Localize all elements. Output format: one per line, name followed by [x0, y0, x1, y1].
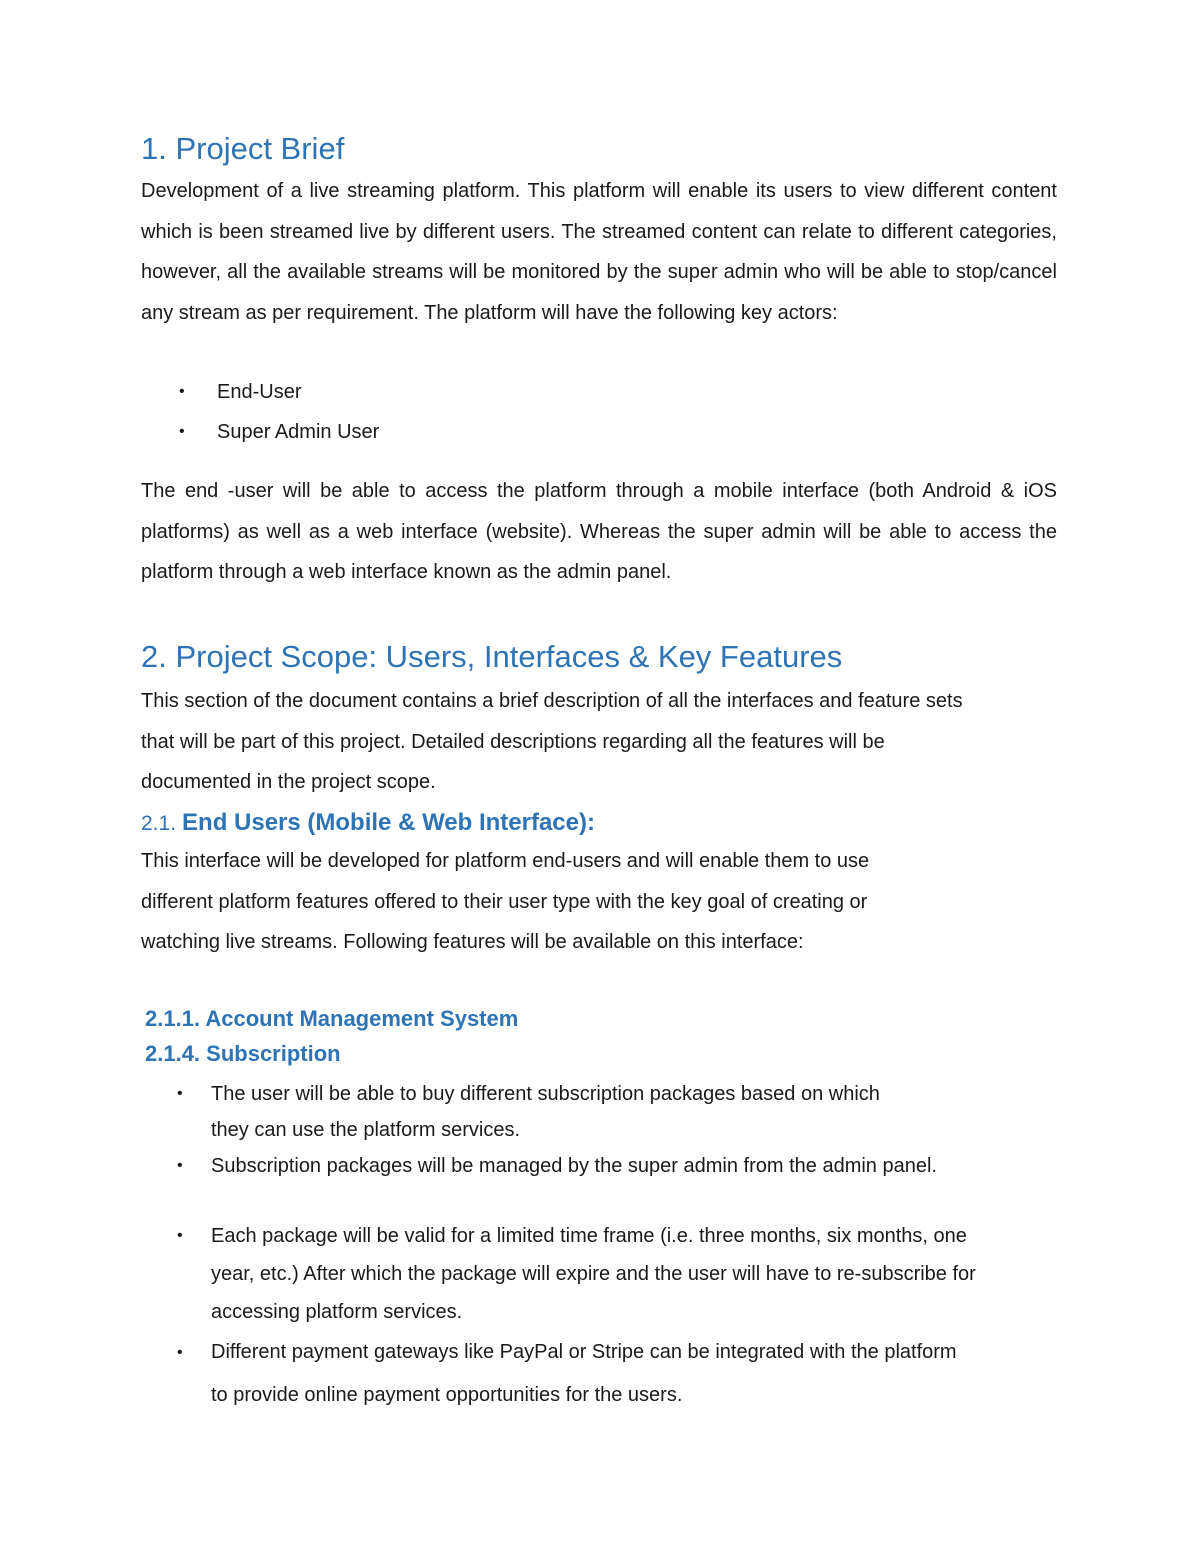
brief-line: which is been streamed live by different users. The streamed content can relate to different [141, 220, 953, 243]
list-item: • End-User [141, 372, 379, 412]
end-users-paragraph [141, 841, 1057, 963]
list-item: • Super Admin User [141, 412, 379, 452]
end-users-line: watching live streams. Following features will be available on this interface: [141, 931, 804, 954]
bullet-icon: • [177, 1227, 183, 1244]
brief-line: to stop/cancel any stream as per requirement. The platform will have the following key actors: [141, 261, 1057, 325]
list-item: • Each package will be valid for a limited time frame (i.e. three months, six months, one year, etc.) After which the package will expire and the user will have to re-subscribe for accessing platform services. [141, 1217, 1057, 1331]
actors-list [141, 372, 379, 452]
scope-line: that will be part of this project. Detailed descriptions regarding all the features will be [141, 730, 885, 753]
access-line: platforms) as well as a web interface (website). Whereas the super admin will be able to access [141, 520, 1022, 543]
bullet-icon: • [177, 1344, 183, 1361]
access-line: the platform through a web interface known as the admin panel. [141, 520, 1057, 584]
subscription-heading: 2.1.4. Subscription [145, 1041, 341, 1066]
list-item: • Subscription packages will be managed by the super admin from the admin panel. [141, 1148, 1057, 1184]
scope-paragraph [141, 681, 1057, 803]
list-item: • Different payment gateways like PayPal or Stripe can be integrated with the platform to provide online payment opportunities for the users. [141, 1331, 1057, 1417]
subsection-number: 2.1. [141, 812, 177, 835]
list-item: • The user will be able to buy different subscription packages based on which they can use the platform services. [141, 1076, 1057, 1148]
subsection-heading [141, 809, 595, 837]
bullet-icon: • [179, 423, 185, 440]
bullet-icon: • [177, 1085, 183, 1102]
scope-line: This section of the document contains a brief description of all the interfaces and feature sets [141, 690, 963, 712]
bullet-icon: • [179, 383, 185, 400]
bullet-icon: • [177, 1157, 183, 1174]
brief-line: Development of a live streaming platform. This platform will enable its users to view different content [141, 180, 1057, 202]
end-users-line: This interface will be developed for platform end-users and will enable them to use [141, 850, 870, 872]
section-2-heading: 2. Project Scope: Users, Interfaces & Key Features [141, 639, 843, 674]
subsection-title: End Users (Mobile & Web Interface): [182, 809, 595, 836]
account-management-heading: 2.1.1. Account Management System [145, 1006, 519, 1031]
project-brief-paragraph [141, 171, 1057, 334]
access-paragraph [141, 471, 1057, 593]
subscription-list [141, 1076, 1057, 1417]
access-line: The end -user will be able to access the platform through a mobile interface (both Android & iOS [141, 480, 1057, 502]
section-1-heading: 1. Project Brief [141, 131, 345, 166]
end-users-line: different platform features offered to their user type with the key goal of creating or [141, 890, 868, 913]
brief-line: categories, however, all the available streams will be monitored by the super admin who will be able [141, 220, 1057, 284]
scope-line: documented in the project scope. [141, 771, 436, 794]
